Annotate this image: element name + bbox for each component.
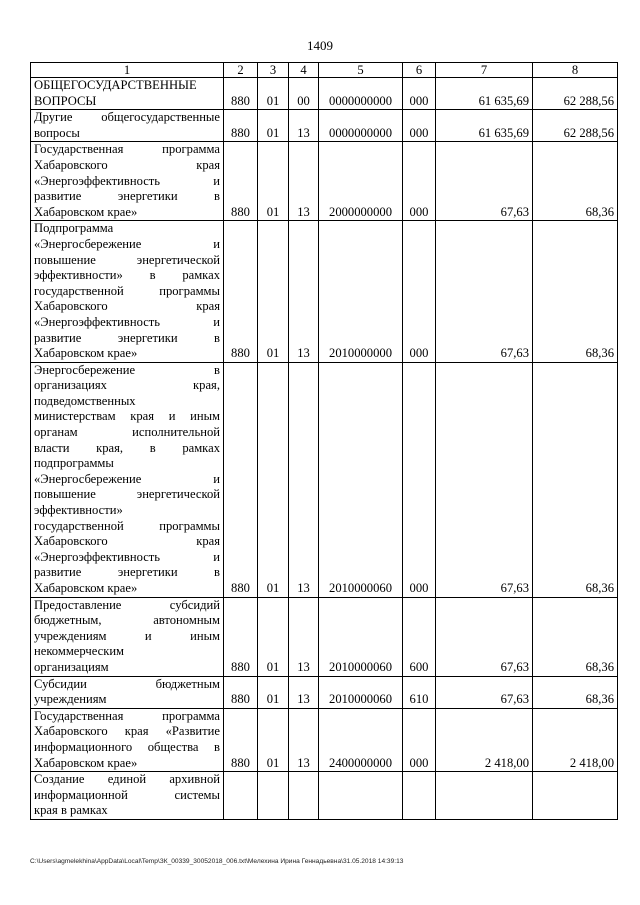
row-col6-cell: 000 [403,142,436,221]
row-col3-cell [258,772,289,820]
row-name-line: Предоставление субсидий [34,597,220,612]
row-name-cell [31,597,224,676]
row-col4-cell: 13 [289,597,319,676]
row-col5-cell: 0000000000 [319,110,403,142]
row-name-cell [31,221,224,362]
row-name-line: «Энергосбережение и [34,471,220,486]
row-col4-cell: 13 [289,110,319,142]
row-col6-cell: 000 [403,110,436,142]
row-name-line: власти края, в рамках [34,440,220,455]
row-name-line: эффективности» [34,503,123,518]
table-row [31,597,618,676]
row-name-line: повышение энергетической [34,252,220,267]
row-name-cell [31,110,224,142]
row-col6-cell [403,772,436,820]
row-name-line: Хабаровском крае» [34,346,138,361]
row-name-line: развитие энергетики в [34,565,220,580]
row-col2-cell: 880 [224,221,258,362]
row-name-line: Энергосбережение в [34,362,220,377]
row-name-line: Хабаровского края [34,299,220,314]
row-col5-cell: 0000000000 [319,78,403,110]
row-name-line: «Энергоэффективность и [34,173,220,188]
row-name-line: Субсидии бюджетным [34,676,220,691]
row-col8-cell: 68,36 [533,597,618,676]
row-col2-cell: 880 [224,78,258,110]
row-name-line: развитие энергетики в [34,189,220,204]
row-col4-cell [289,772,319,820]
row-col8-cell: 68,36 [533,676,618,708]
table-row [31,78,618,110]
row-col8-cell: 68,36 [533,362,618,597]
row-col4-cell: 13 [289,708,319,771]
row-name-line: Государственная программа [34,142,220,157]
row-name-line: подведомственных [34,393,136,408]
row-name-cell [31,772,224,820]
row-name-cell [31,142,224,221]
row-col8-cell: 2 418,00 [533,708,618,771]
header-row [31,63,618,78]
row-name-line: «Энергоэффективность и [34,314,220,329]
row-name-line: края в рамках [34,803,108,818]
row-col6-cell: 000 [403,362,436,597]
row-col7-cell [436,772,533,820]
row-col5-cell: 2400000000 [319,708,403,771]
row-col8-cell [533,772,618,820]
row-col7-cell: 61 635,69 [436,110,533,142]
row-col6-cell: 000 [403,78,436,110]
row-col3-cell: 01 [258,78,289,110]
row-col4-cell: 00 [289,78,319,110]
row-col4-cell: 13 [289,142,319,221]
row-col5-cell: 2010000060 [319,597,403,676]
page-number: 1409 [307,38,333,53]
header-cell: 5 [319,63,403,78]
table-row [31,676,618,708]
row-name-line: государственной программы [34,518,220,533]
row-name-line: учреждениям и иным [34,628,220,643]
row-name-line: Подпрограмма [34,221,114,236]
row-col5-cell: 2000000000 [319,142,403,221]
row-col4-cell: 13 [289,221,319,362]
row-name-line: Хабаровском крае» [34,204,138,219]
header-cell: 2 [224,63,258,78]
row-name-line: Государственная программа [34,708,220,723]
row-col5-cell: 2010000000 [319,221,403,362]
row-name-line: организациях края, [34,378,220,393]
row-name-line: Хабаровском крае» [34,755,138,770]
row-name-line: министерствам края и иным [34,409,220,424]
row-name-line: информационного общества в [34,739,220,754]
table-row [31,708,618,771]
row-col3-cell: 01 [258,110,289,142]
budget-table [30,62,618,820]
row-name-line: ВОПРОСЫ [34,93,97,108]
row-col7-cell: 67,63 [436,142,533,221]
row-col5-cell [319,772,403,820]
row-col5-cell: 2010000060 [319,362,403,597]
row-col2-cell: 880 [224,362,258,597]
row-col3-cell: 01 [258,221,289,362]
row-col2-cell [224,772,258,820]
row-col2-cell: 880 [224,110,258,142]
row-col7-cell: 67,63 [436,597,533,676]
row-col6-cell: 000 [403,708,436,771]
table-row [31,142,618,221]
row-name-line: учреждениям [34,692,107,707]
row-col7-cell: 67,63 [436,676,533,708]
row-name-line: бюджетным, автономным [34,613,220,628]
row-col8-cell: 68,36 [533,142,618,221]
row-name-line: «Энергосбережение и [34,236,220,251]
row-name-line: развитие энергетики в [34,330,220,345]
header-cell: 1 [31,63,224,78]
row-name-cell [31,78,224,110]
row-col4-cell: 13 [289,676,319,708]
table-body [31,63,618,820]
row-col7-cell: 61 635,69 [436,78,533,110]
row-name-line: «Энергоэффективность и [34,549,220,564]
row-name-line: Хабаровском крае» [34,581,138,595]
row-name-cell [31,362,224,597]
table-row [31,221,618,362]
file-path-footer: C:\Users\agmelekhina\AppData\Local\Temp\ЗК_00339_30052018_006.txt\Мелехина Ирина Геннадьевна\31.05.2018 14:39:13 [30,858,404,865]
row-col8-cell: 62 288,56 [533,78,618,110]
row-col2-cell: 880 [224,142,258,221]
table-row [31,772,618,820]
row-name-line: Хабаровского края [34,157,220,172]
row-col3-cell: 01 [258,676,289,708]
table-row [31,362,618,597]
header-cell: 7 [436,63,533,78]
row-name-line: некоммерческим [34,644,125,659]
header-cell: 4 [289,63,319,78]
row-col6-cell: 000 [403,221,436,362]
row-name-line: Хабаровского края [34,534,220,549]
row-name-line: информационной системы [34,787,220,802]
row-name-cell [31,708,224,771]
row-name-line: подпрограммы [34,456,114,471]
row-col4-cell: 13 [289,362,319,597]
row-col7-cell: 67,63 [436,362,533,597]
row-col6-cell: 600 [403,597,436,676]
row-col7-cell: 2 418,00 [436,708,533,771]
row-col6-cell: 610 [403,676,436,708]
header-cell: 6 [403,63,436,78]
row-name-line: организациям [34,659,109,674]
row-name-line: Другие общегосударственные [34,110,220,125]
row-col3-cell: 01 [258,362,289,597]
header-cell: 8 [533,63,618,78]
row-name-line: Хабаровского края «Развитие [34,724,220,739]
row-name-line: ОБЩЕГОСУДАРСТВЕННЫЕ [34,78,197,92]
row-col8-cell: 62 288,56 [533,110,618,142]
row-name-line: вопросы [34,125,80,140]
row-col2-cell: 880 [224,676,258,708]
row-col3-cell: 01 [258,142,289,221]
row-col5-cell: 2010000060 [319,676,403,708]
row-col2-cell: 880 [224,597,258,676]
table-row [31,110,618,142]
row-col2-cell: 880 [224,708,258,771]
row-name-line: органам исполнительной [34,425,220,440]
row-name-line: государственной программы [34,283,220,298]
header-cell: 3 [258,63,289,78]
row-col3-cell: 01 [258,597,289,676]
row-name-line: эффективности» в рамках [34,268,220,283]
row-name-line: повышение энергетической [34,487,220,502]
row-col3-cell: 01 [258,708,289,771]
row-name-cell [31,676,224,708]
row-col8-cell: 68,36 [533,221,618,362]
row-col7-cell: 67,63 [436,221,533,362]
row-name-line: Создание единой архивной [34,772,220,787]
